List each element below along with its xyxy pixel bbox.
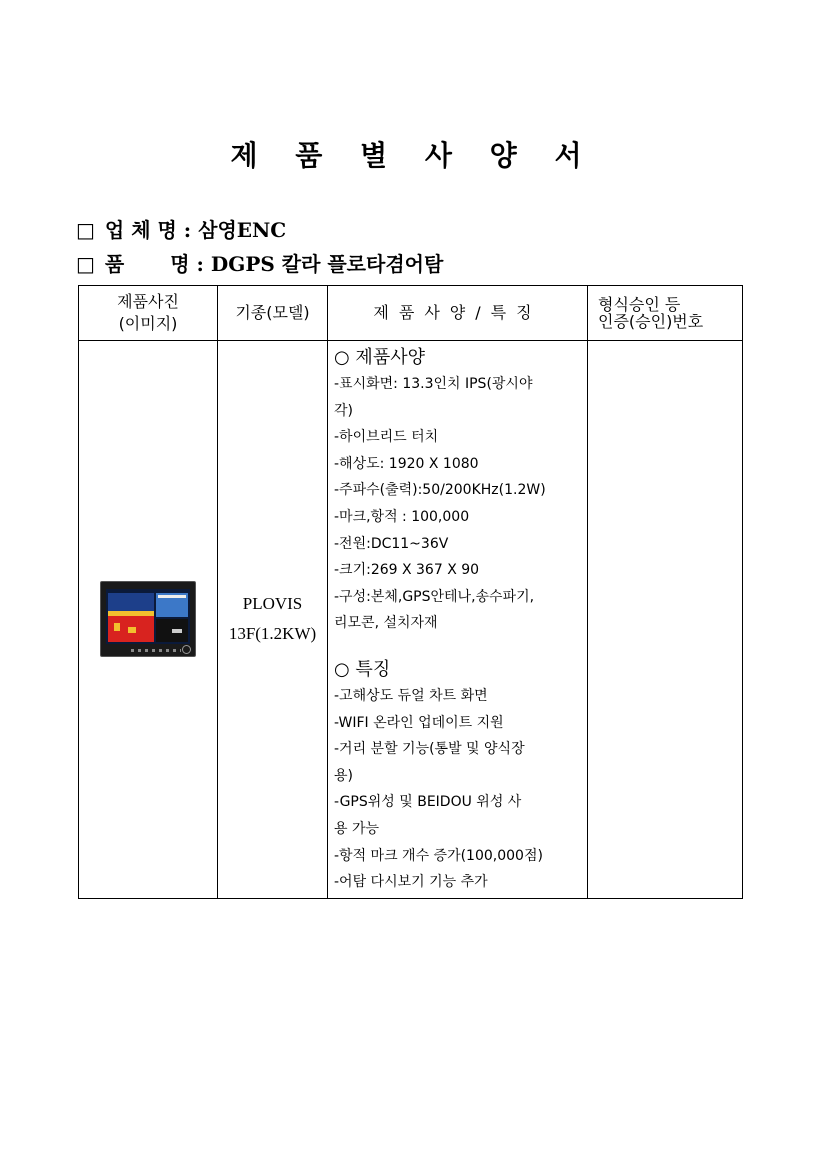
spec-section-title: ○ 제품사양 xyxy=(334,347,425,368)
feature-line: -WIFI 온라인 업데이트 지원 xyxy=(334,714,504,731)
product-monitor-image xyxy=(100,581,196,657)
spec-line: -하이브리드 터치 xyxy=(334,429,439,446)
company-value: 삼영ENC xyxy=(198,218,287,242)
knob-icon xyxy=(182,645,191,654)
checkbox-icon: □ xyxy=(76,218,95,242)
spec-table xyxy=(78,285,743,899)
spec-line: -마크,항적 : 100,000 xyxy=(334,508,470,525)
header-photo: 제품사진 (이미지) xyxy=(79,286,218,341)
header-cert: 형식승인 등 인증(승인)번호 xyxy=(588,286,743,341)
cert-cell xyxy=(588,341,743,899)
company-line xyxy=(76,214,286,243)
spec-line: -전원:DC11~36V xyxy=(334,535,449,552)
product-photo-cell xyxy=(79,341,218,899)
feature-list xyxy=(334,683,581,896)
feature-line: -항적 마크 개수 증가(100,000점) xyxy=(334,847,543,864)
spec-line: 각) xyxy=(334,402,353,419)
button-row xyxy=(131,649,181,652)
table-header-row xyxy=(79,286,743,341)
header-spec: 제품사양/특징 xyxy=(328,286,588,341)
spec-line: 리모콘, 설치자재 xyxy=(334,615,438,632)
echo-sounder-display xyxy=(106,589,190,644)
spec-list xyxy=(334,371,581,637)
feature-line: 용) xyxy=(334,767,353,784)
checkbox-icon: □ xyxy=(76,252,95,276)
feature-line: -고해상도 듀얼 차트 화면 xyxy=(334,687,488,704)
company-sep: : xyxy=(183,218,192,242)
table-row xyxy=(79,341,743,899)
feature-line: -어탐 다시보기 기능 추가 xyxy=(334,874,488,891)
feature-line: -GPS위성 및 BEIDOU 위성 사 xyxy=(334,794,522,811)
model-cell: PLOVIS 13F(1.2KW) xyxy=(218,341,328,899)
spec-line: -크기:269 X 367 X 90 xyxy=(334,562,480,579)
feature-line: 용 가능 xyxy=(334,820,380,837)
product-sep: : xyxy=(196,252,204,276)
feature-line: -거리 분할 기능(통발 및 양식장 xyxy=(334,741,525,758)
spec-line: -구성:본체,GPS안테나,송수파기, xyxy=(334,588,535,605)
product-label-a: 품 xyxy=(104,252,125,276)
monitor-screen xyxy=(106,589,190,644)
spec-line: -주파수(출력):50/200KHz(1.2W) xyxy=(334,482,546,499)
product-line xyxy=(76,248,443,277)
header-model: 기종(모델) xyxy=(218,286,328,341)
page-title: 제 품 별 사 양 서 xyxy=(230,139,596,172)
product-label-b: 명 xyxy=(170,252,190,276)
spec-line: -해상도: 1920 X 1080 xyxy=(334,455,479,472)
company-label: 업 체 명 xyxy=(104,218,177,242)
feature-section-title: ○ 특징 xyxy=(334,658,391,680)
product-value: DGPS 칼라 플로타겸어탐 xyxy=(210,252,444,276)
spec-line: -표시화면: 13.3인치 IPS(광시야 xyxy=(334,376,533,392)
spec-cell xyxy=(328,341,588,899)
